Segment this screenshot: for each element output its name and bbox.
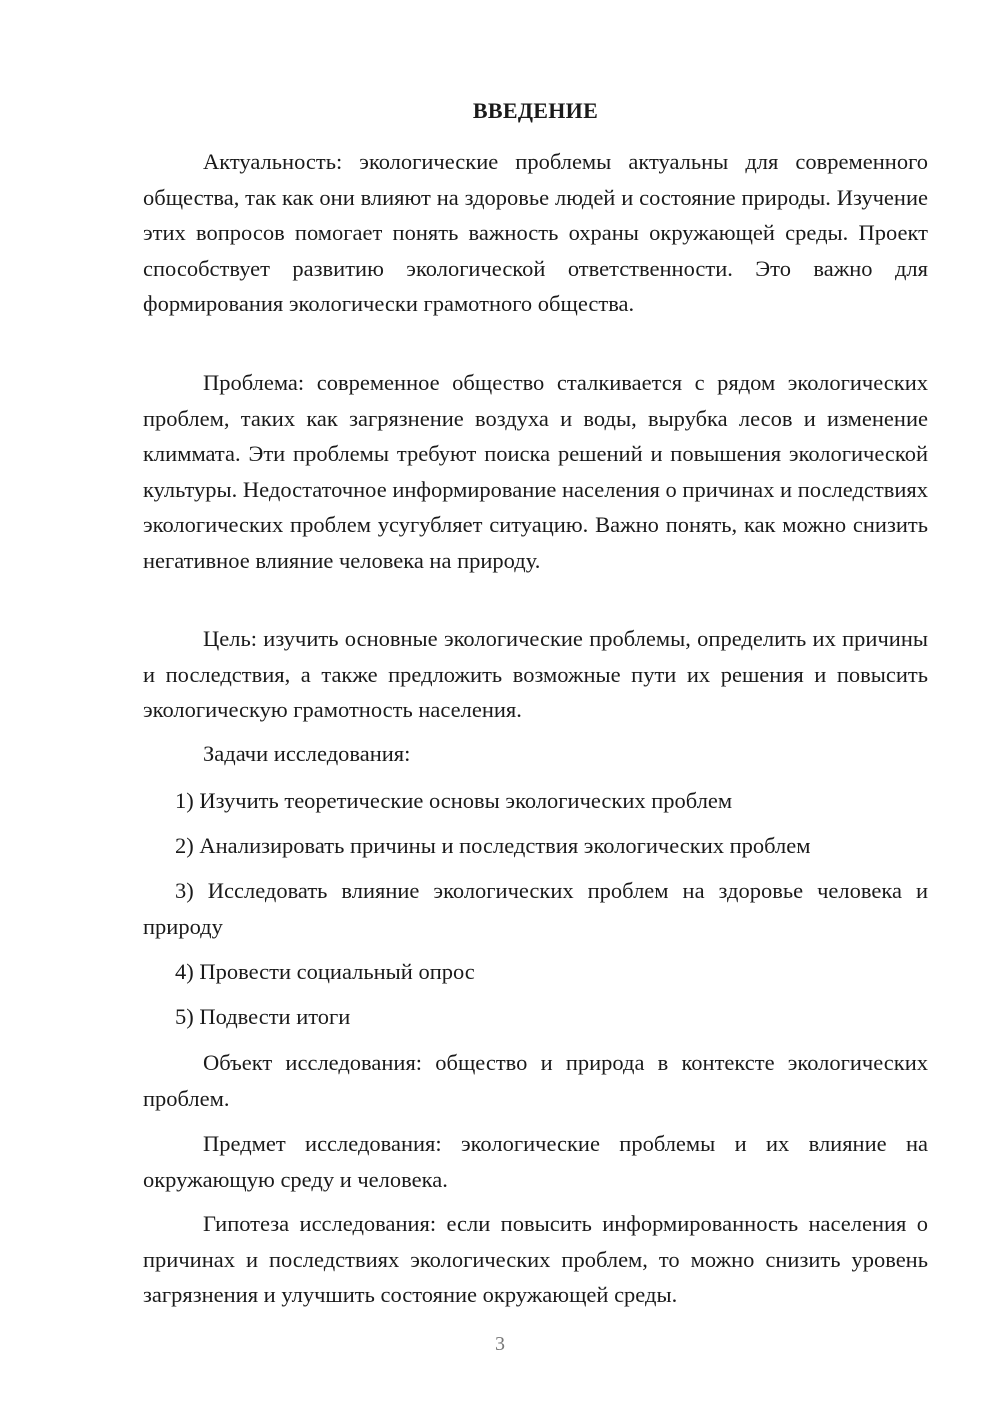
paragraph-subject: Предмет исследования: экологические проблемы и их влияние на окружающую среду и человека. [143, 1131, 928, 1192]
section-title: ВВЕДЕНИЕ [472, 98, 599, 123]
task-item-1: 1) Изучить теоретические основы экологических проблем [175, 788, 733, 813]
paragraph-problem: Проблема: современное общество сталкивается с рядом экологических проблем, таких как загрязнение воздуха и воды, вырубка лесов и изменение климмата. Эти проблемы требуют поиска решений и повышения экологической культуры. Недостаточное информирование населения о причинах и последствиях экологических проблем усугубляет ситуацию. Важно понять, как можно снизить негативное влияние человека на природу. [143, 370, 928, 573]
task-item-3: 3) Исследовать влияние экологических проблем на здоровье человека и природу [143, 878, 928, 939]
paragraph-hypothesis: Гипотеза исследования: если повысить информированность населения о причинах и последствиях экологических проблем, то можно снизить уровень загрязнения и улучшить состояние окружающей среды. [143, 1211, 928, 1307]
paragraph-tasks-heading: Задачи исследования: [203, 741, 411, 766]
paragraph-object: Объект исследования: общество и природа в контексте экологических проблем. [143, 1050, 928, 1111]
task-item-5: 5) Подвести итоги [175, 1004, 351, 1029]
paragraph-relevance: Актуальность: экологические проблемы актуальны для современного общества, так как они влияют на здоровье людей и состояние природы. Изучение этих вопросов помогает понять важность охраны окружающей среды. Проект способствует развитию экологической ответственности. Это важно для формирования экологически грамотного общества. [143, 149, 928, 316]
task-item-4: 4) Провести социальный опрос [175, 959, 475, 984]
page-number: 3 [495, 1333, 505, 1355]
paragraph-goal: Цель: изучить основные экологические проблемы, определить их причины и последствия, а также предложить возможные пути их решения и повысить экологическую грамотность населения. [143, 626, 928, 722]
task-item-2: 2) Анализировать причины и последствия экологических проблем [175, 833, 811, 858]
